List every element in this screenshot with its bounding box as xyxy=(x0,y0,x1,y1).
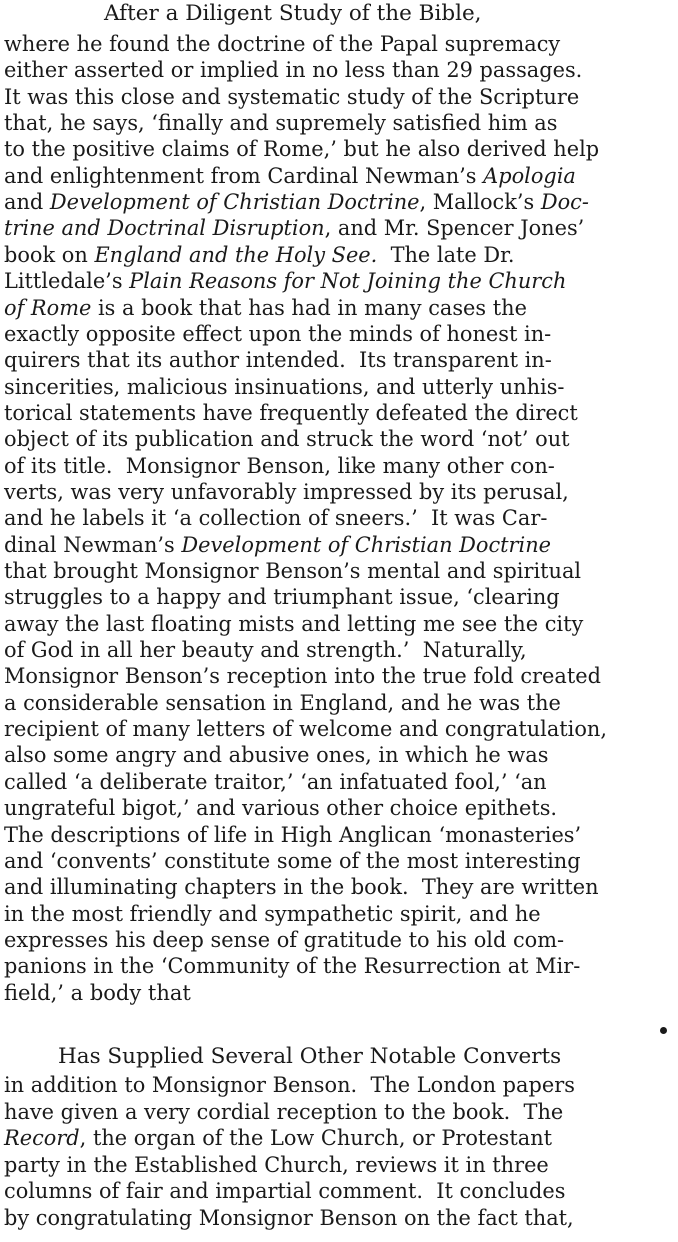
text-line xyxy=(4,243,672,267)
text-line xyxy=(4,743,672,767)
text-line xyxy=(4,1206,672,1230)
text-run: sincerities, malicious insinuations, and utterly unhis- xyxy=(4,374,565,399)
text-run: quirers that its author intended. Its transparent in- xyxy=(4,348,552,373)
text-run: that, he says, ‘finally and supremely satisfied him as xyxy=(4,111,558,136)
text-line xyxy=(4,1153,672,1177)
text-run: expresses his deep sense of gratitude to his old com- xyxy=(4,927,565,952)
text-run: where he found the doctrine of the Papal supremacy xyxy=(4,32,561,56)
heading-text: After a Diligent Study of the Bible, xyxy=(104,1,482,26)
text-run: of its title. Monsignor Benson, like many other con- xyxy=(4,453,555,478)
text-run: party in the Established Church, reviews it in three xyxy=(4,1152,549,1177)
text-line xyxy=(4,796,672,820)
text-line xyxy=(4,1126,672,1150)
text-line xyxy=(4,585,672,609)
text-run: called ‘a deliberate traitor,’ ‘an infatuated fool,’ ‘an xyxy=(4,769,547,794)
text-line xyxy=(4,823,672,847)
text-run: by congratulating Monsignor Benson on the fact that, xyxy=(4,1206,574,1230)
text-line xyxy=(4,137,672,161)
text-run: is a book that has had in many cases the xyxy=(91,295,527,320)
text-run: The descriptions of life in High Anglican ‘monasteries’ xyxy=(4,822,582,847)
text-run: to the positive claims of Rome,’ but he also derived help xyxy=(4,137,600,162)
text-line xyxy=(4,32,672,56)
text-line xyxy=(4,664,672,688)
text-run: ungrateful bigot,’ and various other choice epithets. xyxy=(4,796,558,821)
text-line xyxy=(4,322,672,346)
text-run: and he labels it ‘a collection of sneers.’ It was Car- xyxy=(4,506,548,531)
text-run: panions in the ‘Community of the Resurrection at Mir- xyxy=(4,954,581,979)
text-line xyxy=(4,559,672,583)
text-run: of God in all her beauty and strength.’ Naturally, xyxy=(4,638,527,663)
text-line xyxy=(4,296,672,320)
text-line xyxy=(4,85,672,109)
text-run: , the organ of the Low Church, or Protestant xyxy=(79,1126,553,1151)
text-line xyxy=(4,954,672,978)
italic-title: Plain Reasons for Not Joining the Church xyxy=(129,269,567,294)
text-run: recipient of many letters of welcome and congratulation, xyxy=(4,717,608,742)
text-run: have given a very cordial reception to the book. The xyxy=(4,1099,564,1124)
text-line xyxy=(4,875,672,899)
text-line xyxy=(4,770,672,794)
text-run: Littledale’s xyxy=(4,269,130,294)
text-run: book on xyxy=(4,242,95,267)
text-run: It was this close and systematic study of the Scripture xyxy=(4,84,580,109)
text-line xyxy=(4,902,672,926)
text-line xyxy=(4,717,672,741)
text-line xyxy=(4,691,672,715)
text-run: a considerable sensation in England, and he was the xyxy=(4,690,561,715)
text-run: object of its publication and struck the word ‘not’ out xyxy=(4,427,570,452)
heading-text: Has Supplied Several Other Notable Converts xyxy=(58,1044,562,1069)
text-line xyxy=(4,427,672,451)
text-line xyxy=(4,1179,672,1203)
text-run: columns of fair and impartial comment. It concludes xyxy=(4,1179,566,1204)
text-line xyxy=(4,58,672,82)
text-run: that brought Monsignor Benson’s mental and spiritual xyxy=(4,559,582,583)
text-line xyxy=(4,111,672,135)
text-line xyxy=(4,216,672,240)
text-line xyxy=(4,190,672,214)
italic-title: Development of Christian Doctrine xyxy=(181,532,552,557)
section-heading xyxy=(0,1043,678,1071)
text-line xyxy=(4,375,672,399)
column-marker-dot xyxy=(660,1027,667,1034)
text-line xyxy=(4,612,672,636)
italic-title: England and the Holy See. xyxy=(94,242,378,267)
italic-title: Record xyxy=(4,1126,80,1151)
text-run: in addition to Monsignor Benson. The London papers xyxy=(4,1073,575,1097)
text-line xyxy=(4,981,676,1005)
text-line xyxy=(4,480,672,504)
text-run: either asserted or implied in no less than 29 passages. xyxy=(4,58,583,83)
text-run: exactly opposite effect upon the minds of honest in- xyxy=(4,321,552,346)
text-line xyxy=(4,928,672,952)
text-line xyxy=(4,1073,672,1097)
italic-title: Doc- xyxy=(540,190,589,215)
text-line xyxy=(4,849,672,873)
text-run: Monsignor Benson’s reception into the true fold created xyxy=(4,664,601,689)
text-run: and illuminating chapters in the book. They are written xyxy=(4,875,599,900)
italic-title: of Rome xyxy=(4,295,92,320)
text-run: verts, was very unfavorably impressed by its perusal, xyxy=(4,479,569,504)
text-line xyxy=(4,506,672,530)
italic-title: Apologia xyxy=(483,163,576,188)
text-run: also some angry and abusive ones, in which he was xyxy=(4,743,549,768)
text-line xyxy=(4,348,672,372)
text-run: in the most friendly and sympathetic spirit, and he xyxy=(4,901,541,926)
text-line xyxy=(4,454,672,478)
text-run: and ‘convents’ constitute some of the most interesting xyxy=(4,848,581,873)
text-line xyxy=(4,269,672,293)
text-run: struggles to a happy and triumphant issue, ‘clearing xyxy=(4,585,560,610)
text-run: and enlightenment from Cardinal Newman’s xyxy=(4,163,484,188)
text-run: field,’ a body that xyxy=(4,980,191,1005)
text-run: and xyxy=(4,190,50,215)
text-line xyxy=(4,533,672,557)
text-line xyxy=(4,638,672,662)
text-line xyxy=(4,1100,672,1124)
section-heading xyxy=(0,0,678,28)
text-run: , and Mr. Spencer Jones’ xyxy=(324,216,585,241)
italic-title: Development of Christian Doctrine xyxy=(49,190,420,215)
text-run: , Mallock’s xyxy=(419,190,541,215)
text-run: dinal Newman’s xyxy=(4,532,182,557)
text-run: away the last floating mists and letting me see the city xyxy=(4,611,584,636)
text-run: The late Dr. xyxy=(377,242,515,267)
text-run: torical statements have frequently defeated the direct xyxy=(4,400,578,425)
text-line xyxy=(4,401,672,425)
text-line xyxy=(4,164,672,188)
italic-title: trine and Doctrinal Disruption xyxy=(4,216,325,241)
